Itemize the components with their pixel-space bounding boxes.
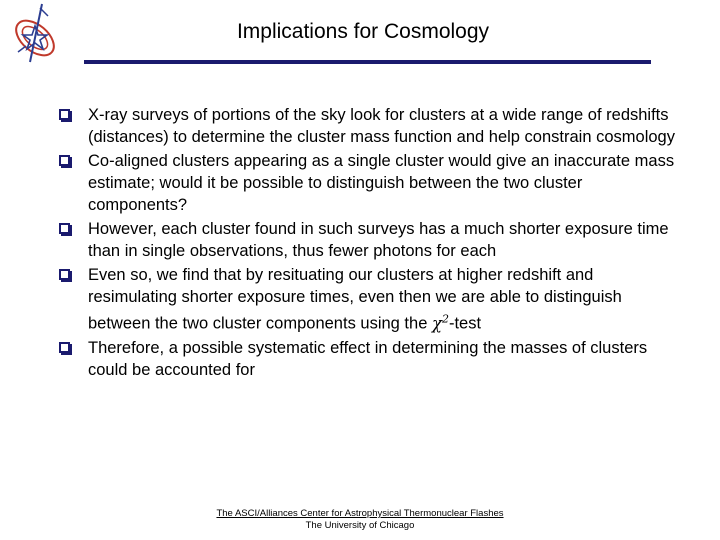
checkbox-bullet-icon bbox=[59, 342, 70, 353]
checkbox-bullet-icon bbox=[59, 109, 70, 120]
bullet-text-suffix: -test bbox=[448, 314, 482, 333]
bullet-item bbox=[58, 337, 678, 381]
footer-center-name: The ASCI/Alliances Center for Astrophysical Thermonuclear Flashes bbox=[216, 508, 504, 519]
checkbox-bullet-icon bbox=[59, 223, 70, 234]
slide-title: Implications for Cosmology bbox=[236, 20, 490, 43]
bullet-item bbox=[58, 264, 678, 335]
bullet-item bbox=[58, 104, 678, 148]
footer bbox=[0, 508, 720, 532]
bullet-text: X-ray surveys of portions of the sky look for clusters at a wide range of redshifts (distances) to determine the cluster mass function and help constrain cosmology bbox=[88, 106, 675, 146]
bullet-item bbox=[58, 218, 678, 262]
bullet-text: Even so, we find that by resituating our clusters at higher redshift and resimulating shorter exposure times, even then we are able to distinguish between the two cluster components using the bbox=[88, 266, 622, 333]
bullet-text: However, each cluster found in such surveys has a much shorter exposure time than in single observations, thus fewer photons for each bbox=[88, 220, 669, 260]
checkbox-bullet-icon bbox=[59, 155, 70, 166]
title-underline bbox=[84, 60, 651, 64]
footer-university: The University of Chicago bbox=[305, 520, 415, 531]
chi-squared-symbol: $\chi^2$ bbox=[431, 312, 449, 333]
bullet-text: Therefore, a possible systematic effect in determining the masses of clusters could be accounted for bbox=[88, 338, 648, 379]
bullet-item bbox=[58, 150, 678, 216]
bullet-list bbox=[58, 104, 678, 383]
bullet-text: Co-aligned clusters appearing as a single cluster would give an inaccurate mass estimate; would it be possible to distinguish between the two cluster components? bbox=[88, 152, 675, 214]
checkbox-bullet-icon bbox=[59, 269, 70, 280]
